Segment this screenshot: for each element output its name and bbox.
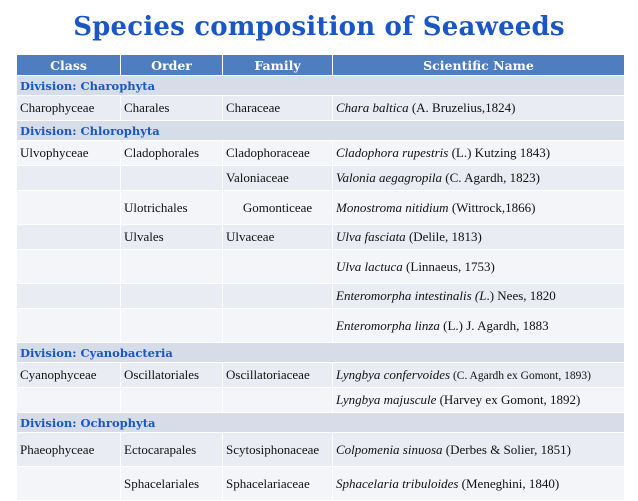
- table-row: [17, 225, 625, 250]
- class-cell: [17, 191, 121, 225]
- family-cell: [223, 284, 333, 309]
- class-cell: [17, 309, 121, 343]
- header-order: Order: [121, 55, 223, 76]
- species-name: Valonia aegagropila: [336, 170, 443, 185]
- species-author: (Derbes & Solier, 1851): [442, 441, 571, 457]
- scientific-name-cell: [333, 141, 625, 166]
- species-author: (Meneghini, 1840): [458, 475, 560, 491]
- species-author: (Delile, 1813): [405, 229, 482, 244]
- table-row: [17, 96, 625, 121]
- species-name: Colpomenia sinuosa: [336, 441, 443, 457]
- species-name: Ulva fasciata: [336, 229, 406, 244]
- order-cell: [121, 166, 223, 191]
- scientific-name-cell: [333, 166, 625, 191]
- family-cell: Characeae: [223, 96, 333, 121]
- species-name: Enteromorpha intestinalis: [336, 288, 472, 303]
- species-author: .) Nees, 1820: [486, 288, 556, 303]
- family-cell: Cladophoraceae: [223, 141, 333, 166]
- division-label: Division: Charophyta: [17, 76, 625, 96]
- scientific-name-cell: [333, 96, 625, 121]
- species-name: Ulva lactuca: [336, 258, 403, 274]
- division-label: Division: Cyanobacteria: [17, 343, 625, 363]
- header-scientific-name: Scientific Name: [333, 55, 625, 76]
- species-name: Chara baltica: [336, 100, 409, 115]
- species-name: Sphacelaria tribuloides: [336, 475, 459, 491]
- species-author-italic: (L: [471, 288, 487, 303]
- table-row: [17, 284, 625, 309]
- order-cell: Ulotrichales: [121, 191, 223, 225]
- species-name: Lyngbya confervoides: [336, 367, 451, 382]
- scientific-name-cell: [333, 191, 625, 225]
- table-header-row: [17, 55, 625, 76]
- species-name: Lyngbya majuscule: [336, 392, 437, 407]
- order-cell: Ectocarapales: [121, 433, 223, 467]
- class-cell: [17, 284, 121, 309]
- species-author: (Wittrock,1866): [448, 199, 536, 215]
- species-author: (C. Agardh ex Gomont, 1893): [450, 370, 591, 382]
- division-label: Division: Chlorophyta: [17, 121, 625, 141]
- table-row: [17, 388, 625, 413]
- family-cell: Oscillatoriaceae: [223, 363, 333, 388]
- species-author: (A. Bruzelius,1824): [408, 100, 516, 115]
- scientific-name-cell: [333, 433, 625, 467]
- species-author: (Harvey ex Gomont, 1892): [436, 392, 581, 407]
- division-row-cyanobacteria: [17, 343, 625, 363]
- family-cell: [223, 388, 333, 413]
- table-row: [17, 309, 625, 343]
- order-cell: Cladophorales: [121, 141, 223, 166]
- family-cell: Scytosiphonaceae: [223, 433, 333, 467]
- table-row: [17, 191, 625, 225]
- scientific-name-cell: [333, 284, 625, 309]
- species-author: (C. Agardh, 1823): [442, 170, 540, 185]
- division-row-ochrophyta: [17, 413, 625, 433]
- class-cell: [17, 467, 121, 501]
- order-cell: Sphacelariales: [121, 467, 223, 501]
- species-name: Enteromorpha linza: [336, 317, 440, 333]
- division-row-chlorophyta: [17, 121, 625, 141]
- scientific-name-cell: [333, 225, 625, 250]
- species-table: [16, 54, 625, 501]
- order-cell: [121, 309, 223, 343]
- order-cell: [121, 388, 223, 413]
- family-cell: [223, 250, 333, 284]
- species-name: Monostroma nitidium: [336, 199, 449, 215]
- order-cell: Oscillatoriales: [121, 363, 223, 388]
- class-cell: [17, 225, 121, 250]
- class-cell: Ulvophyceae: [17, 141, 121, 166]
- species-author: (L.) Kutzing 1843): [448, 145, 551, 160]
- family-cell: Valoniaceae: [223, 166, 333, 191]
- page-title: Species composition of Seaweeds: [73, 12, 565, 42]
- table-row: [17, 141, 625, 166]
- order-cell: Ulvales: [121, 225, 223, 250]
- order-cell: Charales: [121, 96, 223, 121]
- table-row: [17, 250, 625, 284]
- division-row-charophyta: [17, 76, 625, 96]
- scientific-name-cell: [333, 250, 625, 284]
- species-name: Cladophora rupestris: [336, 145, 449, 160]
- order-cell: [121, 284, 223, 309]
- order-cell: [121, 250, 223, 284]
- species-author: (L.) J. Agardh, 1883: [439, 317, 549, 333]
- class-cell: [17, 166, 121, 191]
- table-row: [17, 166, 625, 191]
- scientific-name-cell: [333, 467, 625, 501]
- division-label: Division: Ochrophyta: [17, 413, 625, 433]
- table-row: [17, 467, 625, 501]
- species-author: (Linnaeus, 1753): [402, 258, 495, 274]
- header-family: Family: [223, 55, 333, 76]
- table-row: [17, 363, 625, 388]
- family-cell: Ulvaceae: [223, 225, 333, 250]
- class-cell: [17, 388, 121, 413]
- table-row: [17, 433, 625, 467]
- scientific-name-cell: [333, 388, 625, 413]
- header-class: Class: [17, 55, 121, 76]
- family-cell: [223, 309, 333, 343]
- scientific-name-cell: [333, 309, 625, 343]
- family-cell: Sphacelariaceae: [223, 467, 333, 501]
- class-cell: [17, 250, 121, 284]
- class-cell: Cyanophyceae: [17, 363, 121, 388]
- scientific-name-cell: [333, 363, 625, 388]
- class-cell: Charophyceae: [17, 96, 121, 121]
- class-cell: Phaeophyceae: [17, 433, 121, 467]
- family-cell: Gomonticeae: [223, 191, 333, 225]
